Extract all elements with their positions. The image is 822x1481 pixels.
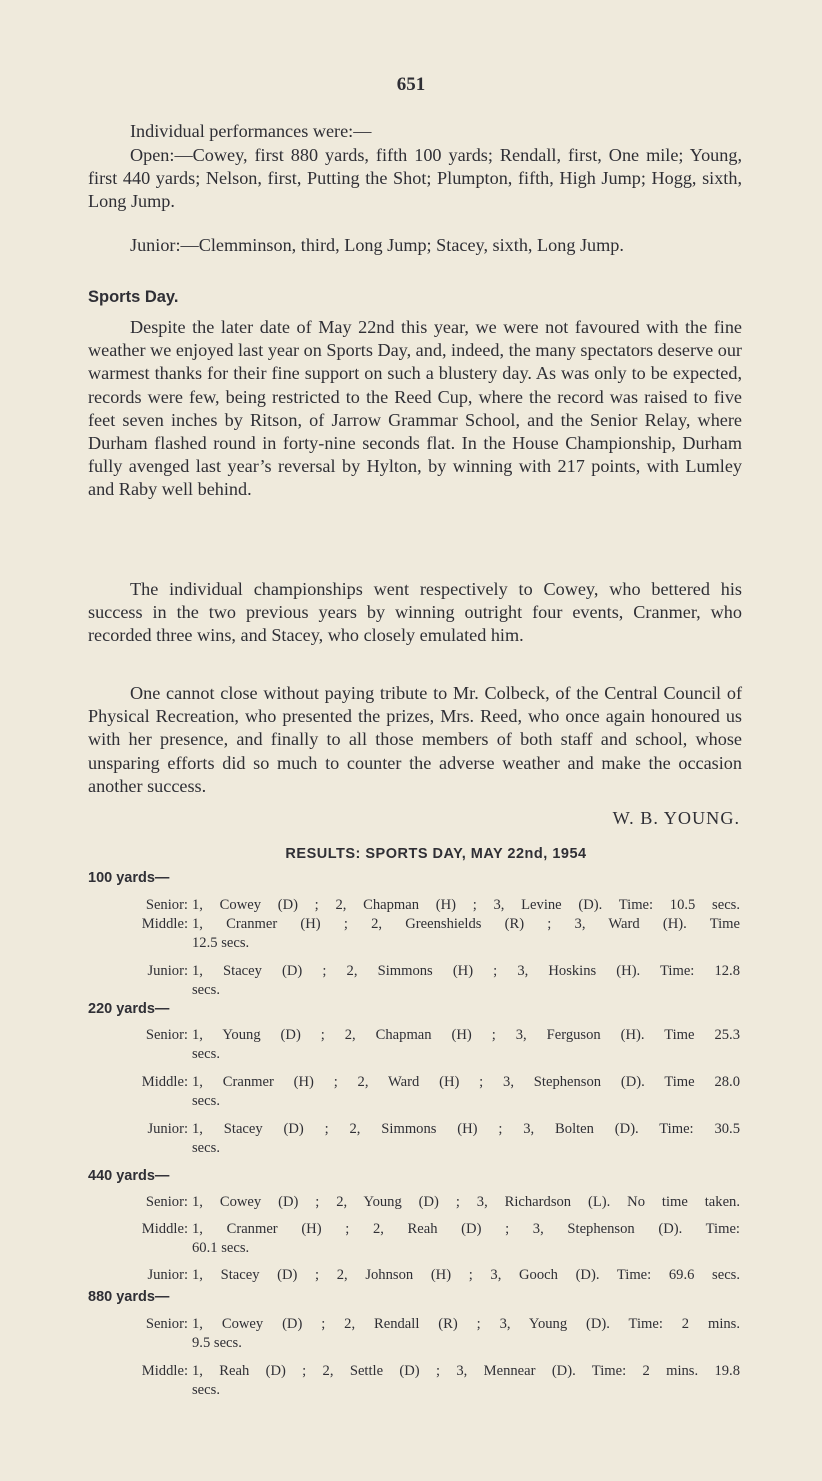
sports-day-paragraph-1: Despite the later date of May 22nd this year, we were not favoured with the fine weather we enjoyed last year on Sports Day, and, indeed, the many spectators deserve our warmest thanks for their fine support on such a blustery day. As was only to be expected, records were few, being restricted to the Reed Cup, where the record was raised to five feet seven inches by Ritson, of Jarrow Grammar School, and the Senior Relay, where Durham flashed round in forty-nine seconds flat. In the House Championship, Durham fully avenged last year’s reversal by Hylton, by winning with 217 points, with Lumley and Raby well behind.: [88, 317, 742, 500]
sports-day-paragraph-2: The individual championships went respectively to Cowey, who bettered his success in the two previous years by winning outright four events, Cranmer, who recorded three wins, and Stacey, who closely emulated him.: [88, 579, 742, 646]
result-category: Middle:: [141, 1074, 188, 1090]
result-category: Middle:: [141, 1221, 188, 1237]
result-text-continued: secs.: [192, 1093, 220, 1109]
individual-open: Open:—Cowey, first 880 yards, fifth 100 yards; Rendall, first, One mile; Young, first 440 yards; Nelson, first, Putting the Shot; Plumpton, fifth, High Jump; Hogg, sixth, Long Jump.: [88, 145, 742, 212]
result-category: Junior:: [147, 963, 188, 979]
signature: W. B. YOUNG.: [612, 808, 740, 828]
result-category: Junior:: [147, 1121, 188, 1137]
result-text: 1, Young (D) ; 2, Chapman (H) ; 3, Ferguson (H). Time 25.3: [192, 1027, 740, 1043]
result-text: 1, Cranmer (H) ; 2, Greenshields (R) ; 3, Ward (H). Time: [192, 916, 740, 932]
result-text-continued: 60.1 secs.: [192, 1240, 250, 1256]
result-category: Middle:: [141, 1363, 188, 1379]
page-number: 651: [396, 74, 426, 95]
result-text-continued: secs.: [192, 1382, 220, 1398]
result-category: Senior:: [145, 1194, 188, 1210]
result-text-continued: 9.5 secs.: [192, 1335, 242, 1351]
result-category: Senior:: [145, 897, 188, 913]
sports-day-heading: Sports Day.: [88, 288, 179, 306]
result-text: 1, Stacey (D) ; 2, Simmons (H) ; 3, Bolten (D). Time: 30.5: [192, 1121, 740, 1137]
result-category: Middle:: [141, 916, 188, 932]
event-label-880-yards: 880 yards—: [88, 1289, 170, 1305]
results-title: RESULTS: SPORTS DAY, MAY 22nd, 1954: [285, 846, 587, 862]
result-text: 1, Cranmer (H) ; 2, Ward (H) ; 3, Stephenson (D). Time 28.0: [192, 1074, 740, 1090]
result-category: Junior:: [147, 1267, 188, 1283]
event-label-440-yards: 440 yards—: [88, 1168, 170, 1184]
result-category: Senior:: [145, 1027, 188, 1043]
result-text: 1, Cowey (D) ; 2, Rendall (R) ; 3, Young (D). Time: 2 mins.: [192, 1316, 740, 1332]
result-text: 1, Stacey (D) ; 2, Simmons (H) ; 3, Hoskins (H). Time: 12.8: [192, 963, 740, 979]
result-text: 1, Stacey (D) ; 2, Johnson (H) ; 3, Gooch (D). Time: 69.6 secs.: [192, 1267, 740, 1283]
result-text: 1, Reah (D) ; 2, Settle (D) ; 3, Mennear (D). Time: 2 mins. 19.8: [192, 1363, 740, 1379]
result-text-continued: secs.: [192, 1140, 220, 1156]
result-text: 1, Cranmer (H) ; 2, Reah (D) ; 3, Stephenson (D). Time:: [192, 1221, 740, 1237]
individual-junior: Junior:—Clemminson, third, Long Jump; Stacey, sixth, Long Jump.: [130, 235, 624, 255]
result-text-continued: secs.: [192, 982, 220, 998]
result-text: 1, Cowey (D) ; 2, Young (D) ; 3, Richardson (L). No time taken.: [192, 1194, 740, 1210]
result-category: Senior:: [145, 1316, 188, 1332]
result-text-continued: secs.: [192, 1046, 220, 1062]
individual-intro: Individual performances were:—: [130, 121, 372, 141]
sports-day-paragraph-3: One cannot close without paying tribute to Mr. Colbeck, of the Central Council of Physical Recreation, who presented the prizes, Mrs. Reed, who once again honoured us with her presence, and finally to all those members of both staff and school, whose unsparing efforts did so much to counter the adverse weather and make the occasion another success.: [88, 683, 742, 796]
result-text-continued: 12.5 secs.: [192, 935, 250, 951]
event-label-100-yards: 100 yards—: [88, 870, 170, 886]
result-text: 1, Cowey (D) ; 2, Chapman (H) ; 3, Levine (D). Time: 10.5 secs.: [192, 897, 740, 913]
event-label-220-yards: 220 yards—: [88, 1001, 170, 1017]
